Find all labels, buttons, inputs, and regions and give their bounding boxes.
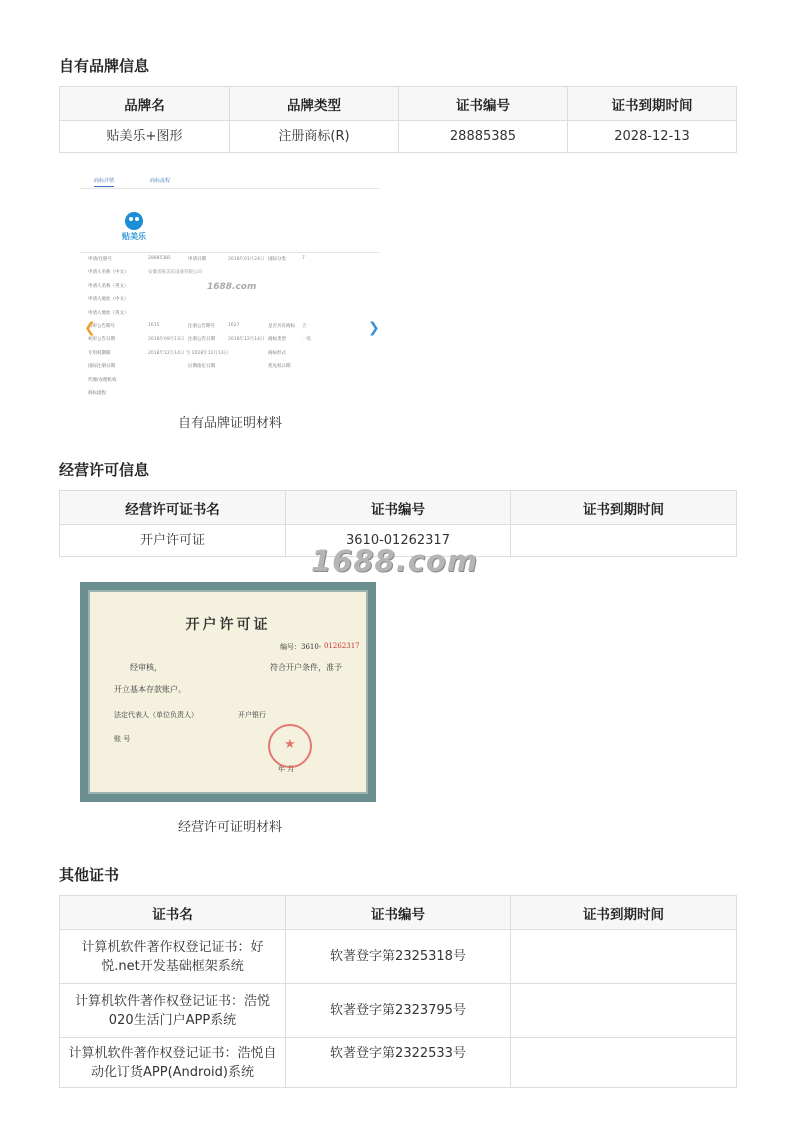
cell-cert-number: 3610-01262317 <box>286 525 511 557</box>
license-number-label: 编号：3610- <box>280 643 322 651</box>
field-value: 一般 <box>302 337 311 343</box>
license-line1: 经审核， <box>130 663 162 672</box>
field-label: 国际分类 <box>268 257 286 262</box>
divider <box>80 252 380 253</box>
license-caption: 经营许可证明材料 <box>177 820 282 835</box>
cell-brand-name: 贴美乐+图形 <box>60 121 230 153</box>
license-image-title: 开户许可证 <box>185 617 271 633</box>
gear-logo-icon <box>125 212 143 230</box>
cell-expiry <box>511 930 737 984</box>
cell-expiry <box>511 1038 737 1088</box>
cell-cert-number: 软著登字第2325318号 <box>286 930 511 984</box>
field-value: 1627 <box>228 323 240 328</box>
field-value: 2018年12月14日 至 2028年12月13日 <box>148 350 229 356</box>
field-label: 申请日期 <box>188 257 206 262</box>
list-item <box>80 350 380 359</box>
header-cert-number: 证书编号 <box>399 87 568 121</box>
field-label: 商标流程 <box>88 391 106 396</box>
brand-table <box>59 86 737 153</box>
table-row <box>60 1038 737 1088</box>
field-label: 专用权期限 <box>88 350 111 356</box>
field-label: 注册公告期号 <box>188 324 215 329</box>
cell-cert-name: 计算机软件著作权登记证书：好悦.net开发基础框架系统 <box>60 930 286 984</box>
other-table-header <box>60 896 737 930</box>
field-label: 注册公告日期 <box>188 337 215 343</box>
brand-logo <box>118 212 150 242</box>
license-rep-label: 法定代表人（单位负责人） <box>114 711 198 719</box>
cell-expiry <box>511 525 737 557</box>
header-cert-number: 证书编号 <box>286 491 511 525</box>
other-cert-table <box>59 895 737 1088</box>
watermark: 1688.com <box>207 282 257 292</box>
license-account-label: 账 号 <box>114 735 131 743</box>
field-label: 代理/办理机构 <box>88 377 117 383</box>
field-value: 2018年01月24日 <box>228 257 265 262</box>
field-value: 2018年12月14日 <box>228 337 265 343</box>
field-label: 申请/注册号 <box>88 257 113 262</box>
list-item <box>80 323 380 332</box>
list-item <box>80 310 380 319</box>
header-brand-name: 品牌名 <box>60 87 230 121</box>
list-item <box>80 269 380 278</box>
trademark-certificate-image <box>80 172 380 400</box>
cell-brand-type: 注册商标(R) <box>230 121 399 153</box>
brand-caption: 自有品牌证明材料 <box>177 416 282 431</box>
field-label: 后期指定日期 <box>188 364 215 370</box>
field-value: 28885385 <box>148 256 171 261</box>
list-item <box>80 296 380 305</box>
chevron-left-icon[interactable]: ❮ <box>84 320 96 336</box>
license-date-label: 年 月 <box>278 765 295 773</box>
header-cert-number: 证书编号 <box>286 896 511 930</box>
field-value: 安徽省贴美乐设备有限公司 <box>148 270 202 276</box>
field-value: 1615 <box>148 323 160 328</box>
license-number: 01262317 <box>324 642 360 650</box>
field-label: 商标形式 <box>268 350 286 356</box>
account-license-image <box>80 582 376 802</box>
chevron-right-icon[interactable]: ❯ <box>368 320 380 336</box>
header-expiry: 证书到期时间 <box>511 491 737 525</box>
field-value: 7 <box>302 256 305 261</box>
cell-cert-number: 软著登字第2322533号 <box>286 1038 511 1088</box>
cell-expiry <box>511 984 737 1038</box>
license-bank-label: 开户银行 <box>238 711 266 719</box>
header-cert-name: 证书名 <box>60 896 286 930</box>
field-value: 否 <box>302 324 307 329</box>
table-row <box>60 930 737 984</box>
list-item <box>80 363 380 372</box>
field-label: 申请人名称（中文） <box>88 270 129 276</box>
cell-license-name: 开户许可证 <box>60 525 286 557</box>
license-line1b: 符合开户条件，准予 <box>270 663 342 672</box>
header-expiry: 证书到期时间 <box>568 87 737 121</box>
field-label: 申请人名称（英文） <box>88 283 129 289</box>
list-item <box>80 377 380 386</box>
cell-cert-name: 计算机软件著作权登记证书：浩悦自动化订货APP(Android)系统 <box>60 1038 286 1088</box>
table-row <box>60 984 737 1038</box>
header-brand-type: 品牌类型 <box>230 87 399 121</box>
cell-expiry: 2028-12-13 <box>568 121 737 153</box>
field-label: 是否共有商标 <box>268 324 295 329</box>
field-value: 2018年09月13日 <box>148 337 185 343</box>
header-expiry: 证书到期时间 <box>511 896 737 930</box>
license-table-header <box>60 491 737 525</box>
cell-cert-name: 计算机软件著作权登记证书：浩悦020生活门户APP系统 <box>60 984 286 1038</box>
field-label: 初审公告期号 <box>88 324 115 329</box>
brand-table-header <box>60 87 737 121</box>
license-line2: 开立基本存款账户。 <box>114 685 186 694</box>
license-section-title: 经营许可信息 <box>59 461 150 479</box>
red-seal-icon <box>268 724 312 768</box>
field-label: 初审公告日期 <box>88 337 115 343</box>
brand-section-title: 自有品牌信息 <box>59 57 150 75</box>
watermark: 1688.com <box>311 544 479 578</box>
list-item <box>80 390 380 399</box>
cell-cert-number: 28885385 <box>399 121 568 153</box>
field-label: 优先权日期 <box>268 364 291 370</box>
divider <box>80 188 380 189</box>
brand-logo-text: 贴美乐 <box>122 232 146 241</box>
tab-trademark-process: 商标流程 <box>150 178 171 184</box>
header-license-name: 经营许可证书名 <box>60 491 286 525</box>
field-label: 申请人地址（英文） <box>88 310 129 316</box>
field-label: 商标类型 <box>268 337 286 343</box>
tab-trademark-details: 商标详情 <box>94 177 114 187</box>
field-label: 申请人地址（中文） <box>88 297 129 303</box>
table-row <box>60 121 737 153</box>
field-label: 国际注册日期 <box>88 364 115 370</box>
list-item <box>80 336 380 345</box>
list-item <box>80 256 380 265</box>
other-section-title: 其他证书 <box>59 866 120 884</box>
cell-cert-number: 软著登字第2323795号 <box>286 984 511 1038</box>
